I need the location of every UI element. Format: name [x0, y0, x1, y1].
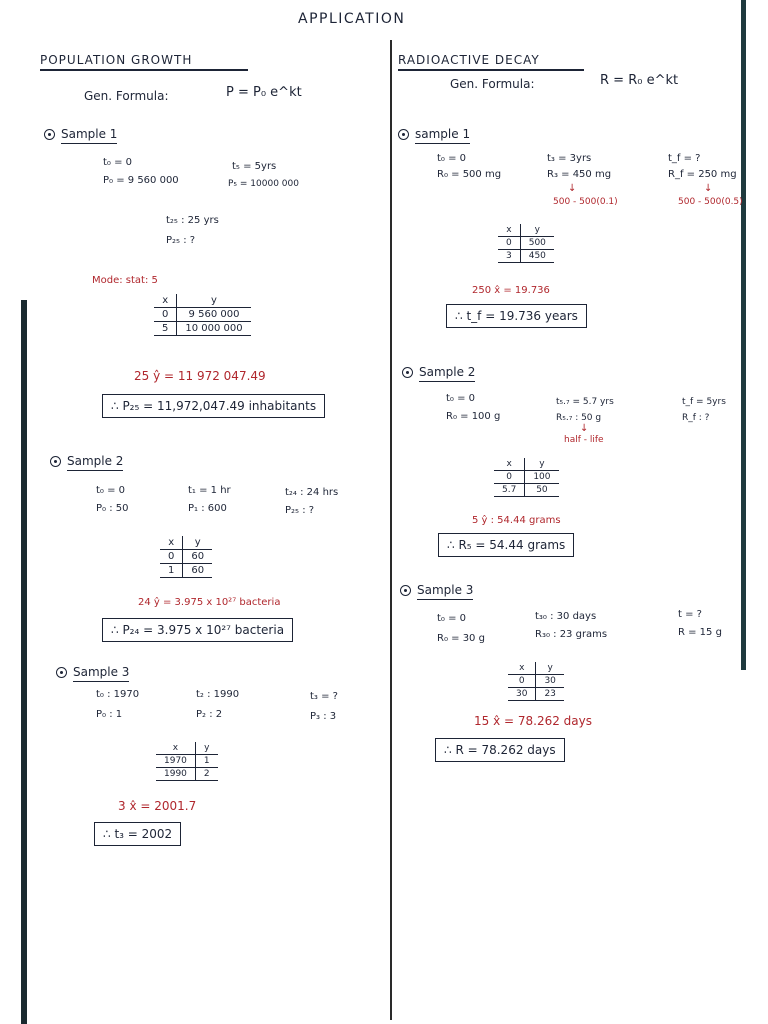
- radioactive-sample1-label: sample 1: [415, 127, 470, 144]
- page-left-edge: [21, 300, 27, 1024]
- radioactive-s3-t30: t₃₀ : 30 days: [535, 611, 597, 622]
- radioactive-s3-table: x y 0 30 30 23: [508, 662, 564, 701]
- radioactive-sample3-header: [400, 584, 473, 596]
- bullet-icon: [44, 129, 55, 140]
- population-heading: POPULATION GROWTH: [40, 54, 248, 71]
- population-s3-p2: P₂ : 2: [196, 709, 223, 720]
- radioactive-s2-rf: R_f : ?: [682, 413, 710, 423]
- radioactive-s1-t3: t₃ = 3yrs: [547, 153, 592, 164]
- radioactive-s1-r0: R₀ = 500 mg: [437, 169, 502, 180]
- radioactive-s3-answer: ∴ R = 78.262 days: [435, 738, 565, 762]
- radioactive-s1-answer: ∴ t_f = 19.736 years: [446, 304, 587, 328]
- radioactive-s1-rf-note: 500 - 500(0.5): [678, 197, 743, 207]
- population-s3-p0: P₀ : 1: [96, 709, 123, 720]
- bullet-icon: [402, 367, 413, 378]
- radioactive-s1-r3-note: 500 - 500(0.1): [553, 197, 618, 207]
- radioactive-s2-r57-note: half - life: [564, 435, 604, 445]
- population-s3-calc: 3 x̂ = 2001.7: [118, 799, 197, 813]
- radioactive-sample3-label: Sample 3: [417, 583, 473, 600]
- population-s1-table: x y 0 9 560 000 5 10 000 000: [154, 294, 251, 336]
- radioactive-s1-calc: 250 x̂ = 19.736: [472, 285, 550, 296]
- population-s3-answer: ∴ t₃ = 2002: [94, 822, 181, 846]
- radioactive-s2-answer: ∴ R₅ = 54.44 grams: [438, 533, 574, 557]
- radioactive-s2-t57: t₅.₇ = 5.7 yrs: [556, 397, 614, 407]
- arrow-down-icon: ↓: [580, 423, 589, 434]
- population-sample1-header: [44, 128, 117, 140]
- population-s2-table: x y 0 60 1 60: [160, 536, 212, 578]
- population-sample1-label: Sample 1: [61, 127, 117, 144]
- bullet-icon: [400, 585, 411, 596]
- radioactive-heading: RADIOACTIVE DECAY: [398, 54, 584, 71]
- population-s2-p24: P₂₅ : ?: [285, 505, 315, 516]
- population-sample3-label: Sample 3: [73, 665, 129, 682]
- radioactive-formula: R = R₀ e^kt: [600, 73, 679, 88]
- radioactive-s1-tf: t_f = ?: [668, 153, 701, 164]
- radioactive-s1-table: x y 0 500 3 450: [498, 224, 554, 263]
- radioactive-s2-tf: t_f = 5yrs: [682, 397, 726, 407]
- radioactive-s1-rf: R_f = 250 mg: [668, 169, 737, 180]
- population-sample3-header: [56, 666, 129, 678]
- population-s1-mode: Mode: stat: 5: [92, 275, 158, 286]
- population-sample2-header: [50, 455, 123, 467]
- bullet-icon: [398, 129, 409, 140]
- population-s1-p5: P₅ = 10000 000: [228, 179, 299, 189]
- radioactive-sample1-header: [398, 128, 470, 140]
- radioactive-s3-t: t = ?: [678, 609, 702, 620]
- population-s2-t24: t₂₄ : 24 hrs: [285, 487, 339, 498]
- radioactive-s2-r57: R₅.₇ : 50 g: [556, 413, 602, 423]
- population-s3-t2: t₂ : 1990: [196, 689, 240, 700]
- population-s1-t0: t₀ = 0: [103, 157, 133, 168]
- population-formula: P = P₀ e^kt: [226, 85, 302, 100]
- population-s1-p25: P₂₅ : ?: [166, 235, 196, 246]
- population-s1-answer: ∴ P₂₅ = 11,972,047.49 inhabitants: [102, 394, 325, 418]
- population-s2-t0: t₀ = 0: [96, 485, 126, 496]
- radioactive-s1-t0: t₀ = 0: [437, 153, 467, 164]
- bullet-icon: [56, 667, 67, 678]
- population-s2-p1: P₁ : 600: [188, 503, 227, 514]
- radioactive-s3-r: R = 15 g: [678, 627, 722, 638]
- radioactive-s1-r3: R₃ = 450 mg: [547, 169, 612, 180]
- arrow-down-icon: ↓: [704, 183, 713, 194]
- radioactive-s2-table: x y 0 100 5.7 50: [494, 458, 559, 497]
- population-s3-table: x y 1970 1 1990 2: [156, 742, 218, 781]
- population-s2-t1: t₁ = 1 hr: [188, 485, 231, 496]
- radioactive-s2-t0: t₀ = 0: [446, 393, 476, 404]
- radioactive-s3-r0: R₀ = 30 g: [437, 633, 485, 644]
- radioactive-s2-r0: R₀ = 100 g: [446, 411, 501, 422]
- population-formula-label: Gen. Formula:: [84, 89, 169, 103]
- radioactive-formula-label: Gen. Formula:: [450, 77, 535, 91]
- radioactive-s3-r30: R₃₀ : 23 grams: [535, 629, 608, 640]
- population-s3-p3: P₃ : 3: [310, 711, 337, 722]
- page-right-edge: [741, 0, 746, 670]
- column-divider: [390, 40, 392, 1020]
- population-s2-p0: P₀ : 50: [96, 503, 129, 514]
- radioactive-s3-calc: 15 x̂ = 78.262 days: [474, 714, 592, 728]
- arrow-down-icon: ↓: [568, 183, 577, 194]
- radioactive-sample2-label: Sample 2: [419, 365, 475, 382]
- radioactive-s2-calc: 5 ŷ : 54.44 grams: [472, 515, 561, 526]
- bullet-icon: [50, 456, 61, 467]
- page-title: APPLICATION: [298, 11, 406, 27]
- population-sample2-label: Sample 2: [67, 454, 123, 471]
- population-s3-t0: t₀ : 1970: [96, 689, 140, 700]
- radioactive-sample2-header: [402, 366, 475, 378]
- population-s1-calc: 25 ŷ = 11 972 047.49: [134, 369, 266, 383]
- population-s1-p0: P₀ = 9 560 000: [103, 175, 179, 186]
- population-s1-t25: t₂₅ : 25 yrs: [166, 215, 219, 226]
- population-s2-calc: 24 ŷ = 3.975 x 10²⁷ bacteria: [138, 597, 281, 608]
- population-s3-t3: t₃ = ?: [310, 691, 338, 702]
- population-s1-t5: t₅ = 5yrs: [232, 161, 277, 172]
- population-s2-answer: ∴ P₂₄ = 3.975 x 10²⁷ bacteria: [102, 618, 293, 642]
- radioactive-s3-t0: t₀ = 0: [437, 613, 467, 624]
